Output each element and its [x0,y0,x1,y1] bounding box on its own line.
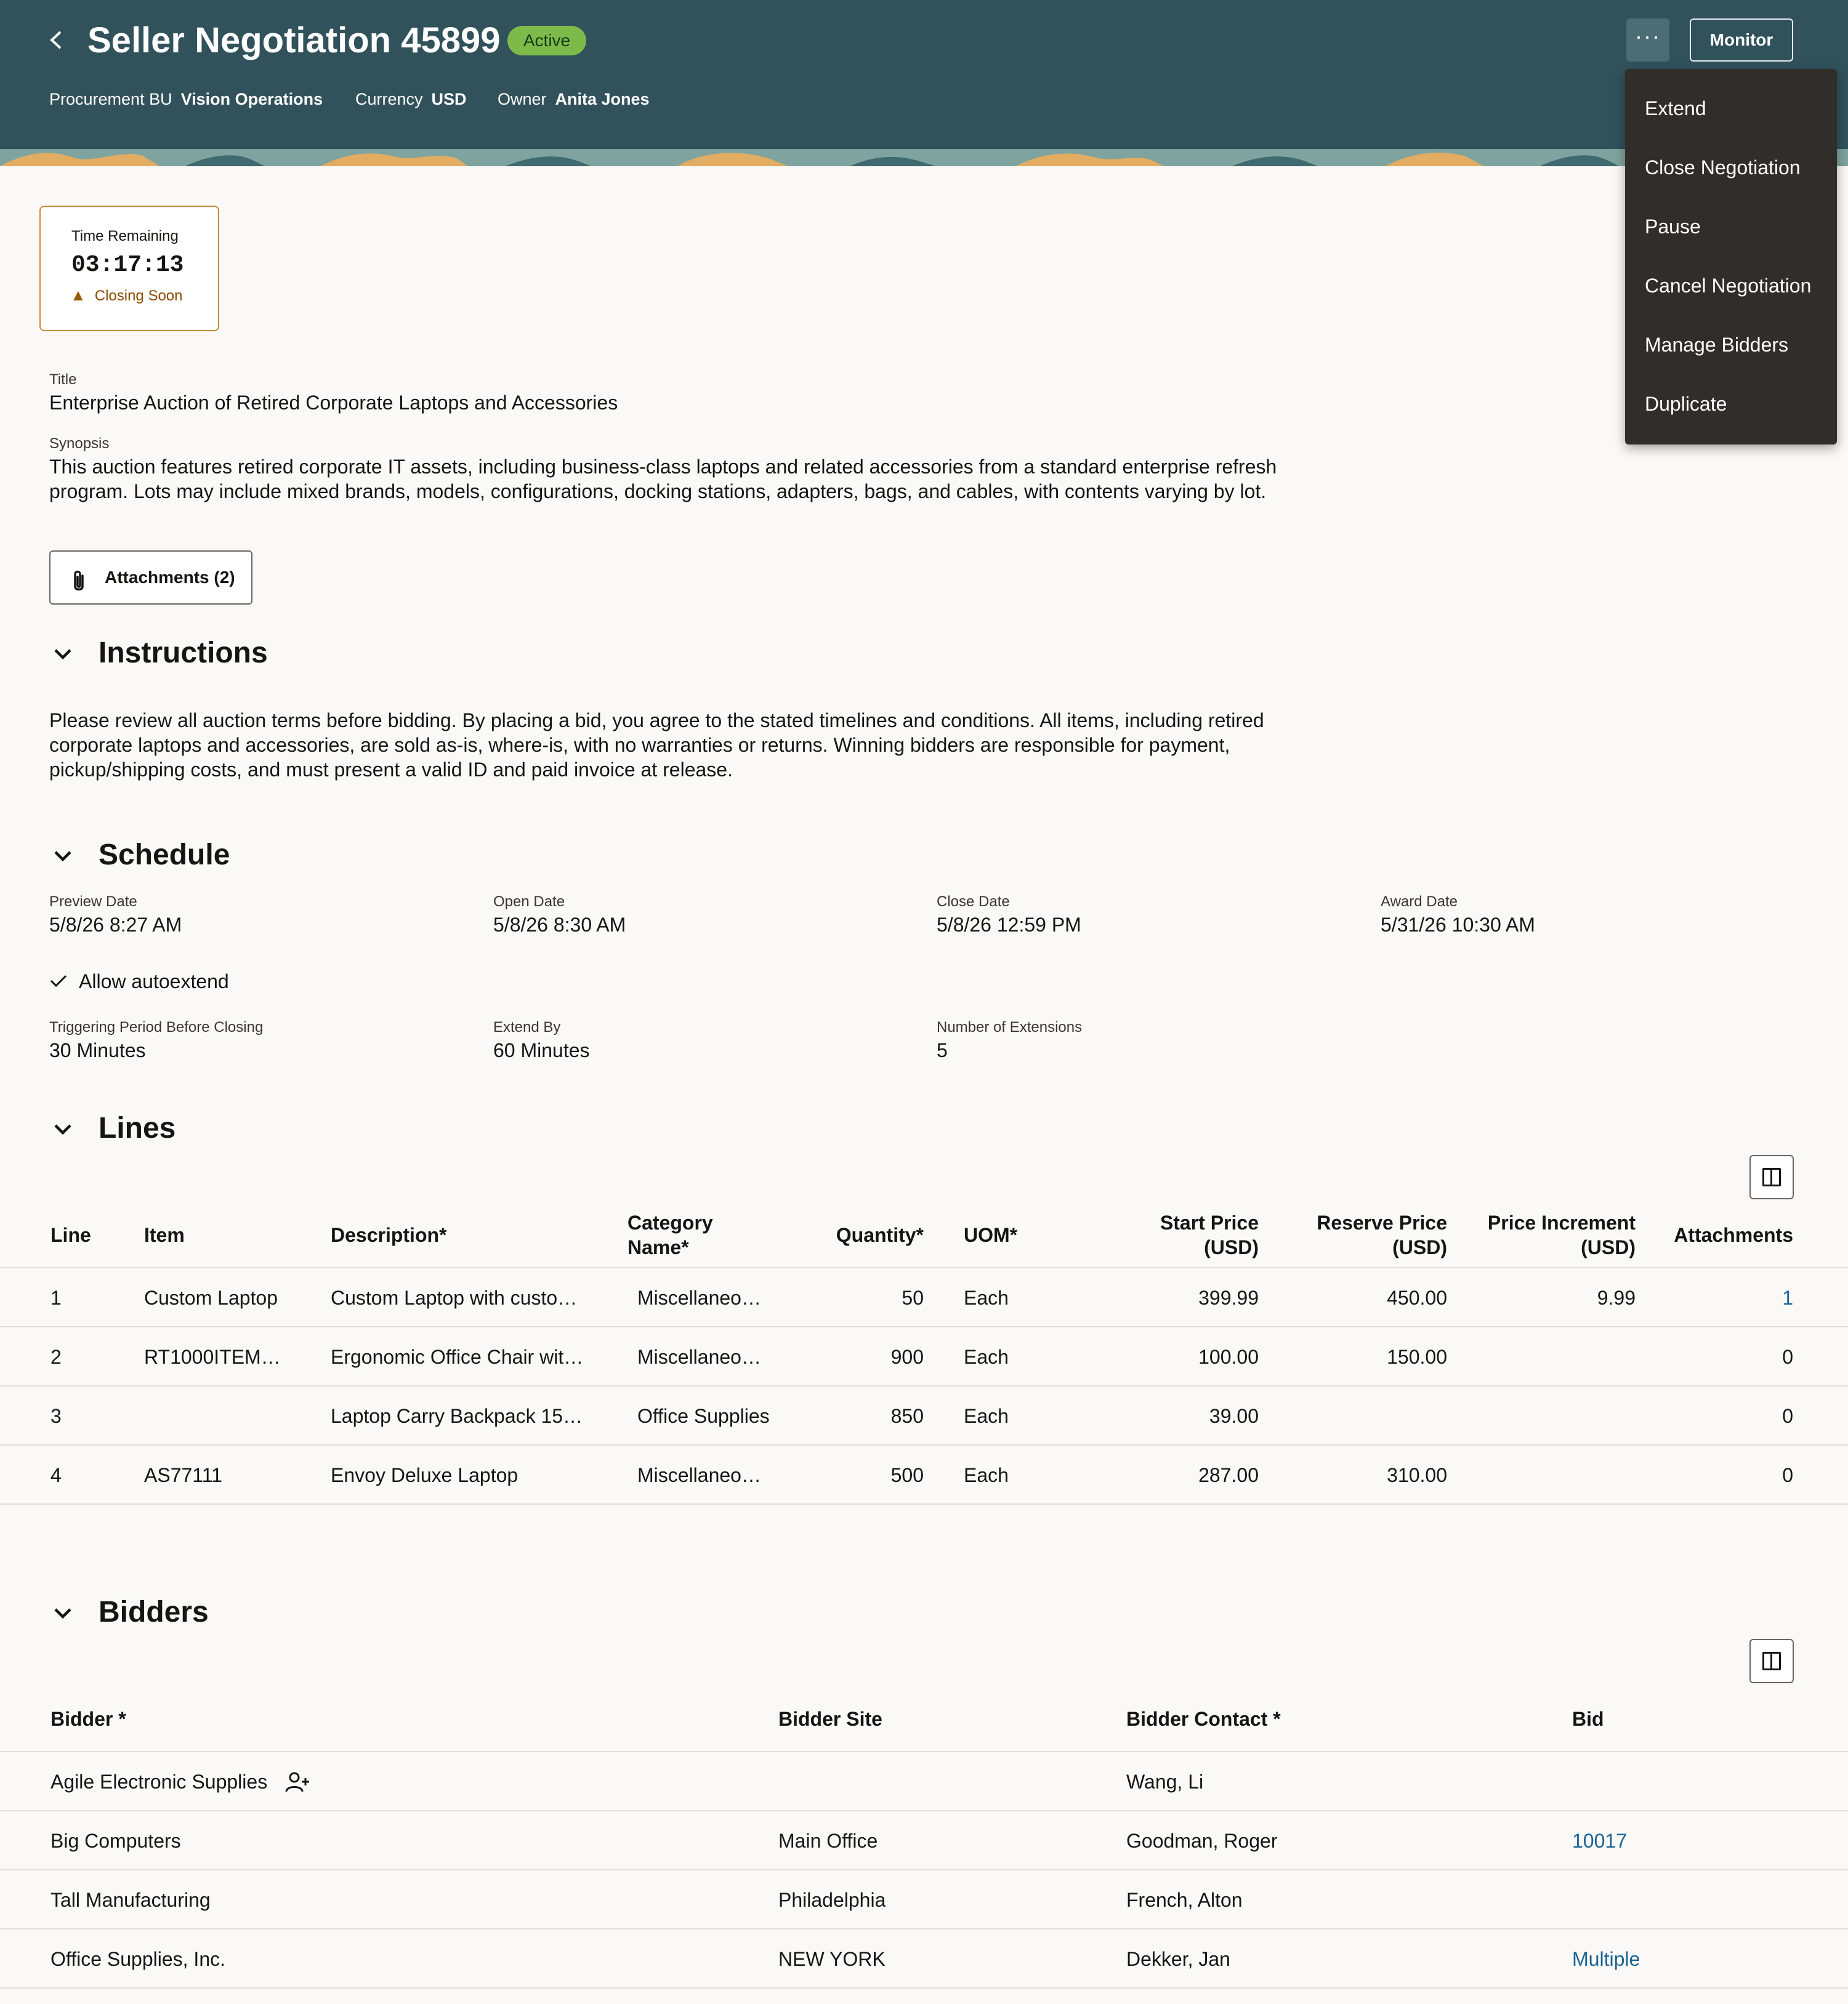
bid-link[interactable]: Multiple [1572,1948,1640,1970]
status-badge: Active [507,26,586,55]
more-actions-button[interactable]: ··· [1626,18,1669,62]
column-header-bidder[interactable]: Bidder * [50,1708,126,1730]
table-divider [0,1928,1848,1930]
column-header-attachments[interactable]: Attachments [1674,1224,1793,1246]
column-header-category-line1: Category [627,1212,713,1234]
table-divider [0,1326,1848,1327]
attachments-link[interactable]: 1 [1782,1287,1793,1309]
menu-item-pause[interactable]: Pause [1645,215,1701,238]
number-of-extensions-value: 5 [937,1039,948,1061]
column-header-bid[interactable]: Bid [1572,1708,1604,1730]
chevron-down-icon [49,843,76,868]
columns-icon [1762,1652,1781,1670]
award-date-label: Award Date [1381,893,1458,910]
procurement-bu [49,87,323,111]
column-header-reserve-price-line1: Reserve Price [1317,1212,1447,1234]
uom-cell: Each [964,1287,1009,1309]
bidders-column-selector-button[interactable] [1749,1639,1794,1683]
close-date-value: 5/8/26 12:59 PM [937,914,1081,936]
column-header-bidder-site[interactable]: Bidder Site [778,1708,882,1730]
quantity-cell: 500 [890,1464,924,1486]
procurement-bu-label: Procurement BU [49,90,172,108]
title-label: Title [49,371,77,388]
triggering-period-value: 30 Minutes [49,1039,146,1061]
open-date-value: 5/8/26 8:30 AM [493,914,626,936]
table-divider [0,1503,1848,1505]
table-divider [0,1987,1848,1989]
column-header-line[interactable]: Line [50,1224,91,1246]
line-number-cell: 3 [50,1405,62,1427]
time-remaining-card [39,206,219,331]
column-header-description[interactable]: Description* [331,1224,447,1246]
start-price-cell: 287.00 [1198,1464,1259,1486]
reserve-price-cell: 150.00 [1387,1346,1447,1368]
menu-item-cancel-negotiation[interactable]: Cancel Negotiation [1645,275,1812,297]
bidder-contact-cell: Wang, Li [1126,1771,1204,1793]
table-divider [0,1444,1848,1446]
column-header-price-increment[interactable] [1451,1210,1636,1260]
column-header-price-increment-line1: Price Increment [1487,1212,1636,1234]
description-cell: Envoy Deluxe Laptop [331,1464,518,1486]
column-header-item[interactable]: Item [144,1224,185,1246]
column-header-reserve-price[interactable] [1262,1210,1447,1260]
currency-label: Currency [355,90,423,108]
closing-soon-text: Closing Soon [94,288,183,304]
table-divider [0,1810,1848,1811]
procurement-bu-value: Vision Operations [180,90,323,108]
description-cell: Custom Laptop with custo… [331,1287,578,1309]
reserve-price-cell: 310.00 [1387,1464,1447,1486]
award-date-value: 5/31/26 10:30 AM [1381,914,1535,936]
quantity-cell: 900 [890,1346,924,1368]
quantity-cell: 50 [902,1287,924,1309]
chevron-down-icon [49,1601,76,1625]
synopsis-value: This auction features retired corporate IT assets, including business-class laptops and related accessories from a standard enterprise refresh program. Lots may include mixed brands, models, configurations, docking stations, adapters, bags, and cables, with contents varying by lot. [49,456,1277,502]
menu-item-extend[interactable]: Extend [1645,97,1706,119]
extend-by-label: Extend By [493,1019,561,1036]
bidder-site-cell: Main Office [778,1830,878,1852]
triggering-period-label: Triggering Period Before Closing [49,1019,264,1036]
open-date-label: Open Date [493,893,565,910]
checkmark-icon [49,969,71,996]
column-header-category-name[interactable] [627,1210,713,1260]
menu-item-close-negotiation[interactable]: Close Negotiation [1645,156,1801,179]
attachments-cell: 0 [1782,1346,1793,1368]
warning-icon: ▲ [70,286,86,304]
preview-date-label: Preview Date [49,893,137,910]
description-cell: Ergonomic Office Chair wit… [331,1346,584,1368]
monitor-button[interactable]: Monitor [1690,18,1793,62]
column-header-reserve-price-line2: (USD) [1392,1236,1447,1258]
allow-autoextend [49,968,229,995]
owner-value: Anita Jones [555,90,650,108]
extend-by-value: 60 Minutes [493,1039,590,1061]
category-cell: Miscellaneo… [637,1346,761,1368]
columns-icon [1762,1168,1781,1186]
table-divider [0,1267,1848,1268]
title-value: Enterprise Auction of Retired Corporate Laptops and Accessories [49,392,618,414]
currency [355,87,467,111]
closing-soon-warning [71,284,218,307]
bidder-cell: Tall Manufacturing [50,1889,211,1911]
lines-column-selector-button[interactable] [1749,1155,1794,1199]
header-banner-decoration [0,149,1848,166]
bidder-site-cell: Philadelphia [778,1889,886,1911]
currency-value: USD [431,90,467,108]
bidder-cell: Office Supplies, Inc. [50,1948,225,1970]
preview-date-value: 5/8/26 8:27 AM [49,914,182,936]
number-of-extensions-label: Number of Extensions [937,1019,1083,1036]
column-header-start-price-line2: (USD) [1204,1236,1259,1258]
uom-cell: Each [964,1464,1009,1486]
schedule-heading: Schedule [99,839,230,871]
back-icon[interactable] [44,25,69,55]
start-price-cell: 100.00 [1198,1346,1259,1368]
column-header-quantity[interactable]: Quantity* [836,1224,924,1246]
attachments-cell: 0 [1782,1464,1793,1486]
description-cell: Laptop Carry Backpack 15… [331,1405,583,1427]
attachments-label: Attachments (2) [105,568,235,587]
item-cell: AS77111 [144,1464,222,1486]
bidder-cell: Agile Electronic Supplies [50,1771,268,1793]
category-cell: Miscellaneo… [637,1464,761,1486]
uom-cell: Each [964,1346,1009,1368]
bidder-cell: Big Computers [50,1830,181,1852]
allow-autoextend-label: Allow autoextend [79,970,229,992]
synopsis-label: Synopsis [49,435,110,452]
time-remaining-label: Time Remaining [71,228,179,244]
owner-label: Owner [498,90,547,108]
line-number-cell: 4 [50,1464,62,1486]
category-cell: Miscellaneo… [637,1287,761,1309]
owner [498,87,650,111]
bid-link[interactable]: 10017 [1572,1830,1627,1852]
bidder-contact-cell: French, Alton [1126,1889,1243,1911]
table-divider [0,1385,1848,1386]
attachments-cell: 0 [1782,1405,1793,1427]
instructions-text: Please review all auction terms before bidding. By placing a bid, you agree to the stated timelines and conditions. All items, including retired corporate laptops and accessories, are sold as-is, where-is, with no warranties or returns. Winning bidders are responsible for payment, pickup/shipping costs, and must present a valid ID and paid invoice at release. [49,709,1264,781]
uom-cell: Each [964,1405,1009,1427]
attachments-button[interactable] [49,550,252,605]
page-title: Seller Negotiation 45899 [87,20,501,60]
bidder-site-cell: NEW YORK [778,1948,886,1970]
bidder-contact-cell: Dekker, Jan [1126,1948,1230,1970]
lines-heading: Lines [99,1112,176,1145]
column-header-price-increment-line2: (USD) [1581,1236,1636,1258]
chevron-down-icon [49,1117,76,1141]
category-cell: Office Supplies [637,1405,770,1427]
column-header-uom[interactable]: UOM* [964,1224,1018,1246]
bidders-heading: Bidders [99,1596,209,1628]
table-divider [0,1869,1848,1870]
column-header-start-price-line1: Start Price [1160,1212,1259,1234]
time-remaining-value: 03:17:13 [71,252,184,278]
reserve-price-cell: 450.00 [1387,1287,1447,1309]
actions-menu [1625,69,1837,445]
quantity-cell: 850 [890,1405,924,1427]
menu-item-manage-bidders[interactable]: Manage Bidders [1645,334,1789,356]
menu-item-duplicate[interactable]: Duplicate [1645,393,1727,415]
item-cell: Custom Laptop [144,1287,278,1309]
column-header-start-price[interactable] [1074,1210,1259,1260]
start-price-cell: 39.00 [1209,1405,1259,1427]
page-header [0,0,1848,166]
instructions-heading: Instructions [99,637,268,669]
column-header-category-line2: Name* [627,1236,689,1258]
column-header-bidder-contact[interactable]: Bidder Contact * [1126,1708,1281,1730]
paperclip-icon [67,564,91,591]
close-date-label: Close Date [937,893,1010,910]
table-divider [0,1751,1848,1752]
add-user-icon[interactable] [284,1769,312,1794]
item-cell: RT1000ITEM… [144,1346,281,1368]
bidder-contact-cell: Goodman, Roger [1126,1830,1278,1852]
price-increment-cell: 9.99 [1597,1287,1636,1309]
line-number-cell: 1 [50,1287,62,1309]
line-number-cell: 2 [50,1346,62,1368]
start-price-cell: 399.99 [1198,1287,1259,1309]
chevron-down-icon [49,642,76,666]
